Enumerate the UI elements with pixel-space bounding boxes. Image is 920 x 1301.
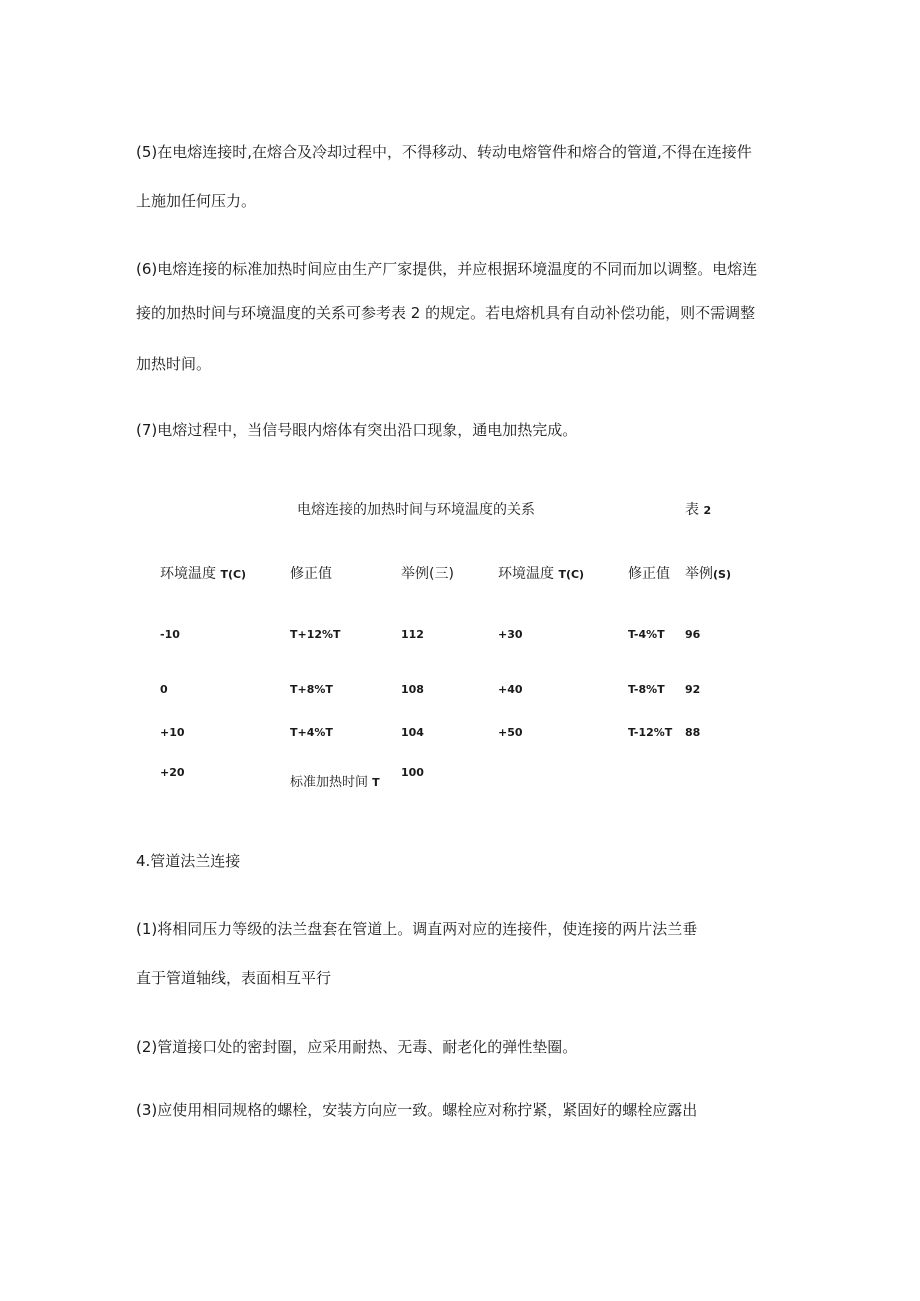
paragraph-5-line-2: 上施加任何压力。 [136, 192, 257, 210]
header-ambient-temp-2-label: 环境温度 [498, 566, 554, 582]
header-ambient-temp-2-unit: T(C) [558, 568, 585, 581]
section-4-item-2-line-1: (2)管道接口处的密封圈，应采用耐热、无毒、耐老化的弹性垫圈。 [136, 1038, 578, 1056]
header-ambient-temp-label: 环境温度 [160, 566, 216, 582]
header-correction: 修正值 [290, 566, 332, 582]
table-number-value: 2 [703, 504, 712, 517]
section-4-title: 4.管道法兰连接 [136, 852, 241, 870]
table-cell-example-2: 92 [685, 683, 701, 696]
header-example-2-unit: (S) [713, 568, 731, 581]
table-cell-temp: 0 [160, 683, 168, 696]
section-4-item-1-line-2: 直于管道轴线，表面相互平行 [136, 969, 332, 987]
table-cell-example: 112 [401, 628, 424, 641]
header-example-2-label: 举例 [685, 566, 713, 582]
section-4-item-1-line-1: (1)将相同压力等级的法兰盘套在管道上。调直两对应的连接件，使连接的两片法兰垂 [136, 920, 698, 938]
table-cell-correction-2: T-12%T [628, 726, 673, 739]
table-cell-temp-2: +50 [498, 726, 523, 739]
header-ambient-temp [160, 564, 246, 585]
paragraph-6-line-1: (6)电熔连接的标准加热时间应由生产厂家提供，并应根据环境温度的不同而加以调整。电熔连 [136, 260, 758, 278]
paragraph-7-line-1: (7)电熔过程中，当信号眼内熔体有突出沿口现象，通电加热完成。 [136, 421, 578, 439]
table-cell-correction: T+4%T [290, 726, 333, 739]
table-cell-correction: T+8%T [290, 683, 333, 696]
table-cell-example-2: 96 [685, 628, 701, 641]
header-example: 举例(三) [401, 566, 454, 582]
header-ambient-temp-unit: T(C) [220, 568, 247, 581]
table-cell-temp-2: +40 [498, 683, 523, 696]
paragraph-5-line-1: (5)在电熔连接时,在熔合及冷却过程中，不得移动、转动电熔管件和熔合的管道,不得在连接件 [136, 143, 752, 161]
table-number [685, 500, 711, 521]
header-correction-2: 修正值 [628, 566, 670, 582]
section-4-item-3-line-1: (3)应使用相同规格的螺栓，安装方向应一致。螺栓应对称拧紧，紧固好的螺栓应露出 [136, 1101, 698, 1119]
table-cell-standard-time [290, 775, 380, 791]
table-cell-temp: -10 [160, 628, 180, 641]
paragraph-6-line-3: 加热时间。 [136, 355, 212, 373]
table-cell-example-2: 88 [685, 726, 701, 739]
table-cell-temp: +20 [160, 766, 185, 779]
header-example-2 [685, 564, 731, 585]
table-cell-correction: T+12%T [290, 628, 341, 641]
table-cell-example: 100 [401, 766, 424, 779]
header-ambient-temp-2 [498, 564, 584, 585]
table-caption: 电熔连接的加热时间与环境温度的关系 [297, 502, 535, 518]
table-cell-standard-time-label: 标准加热时间 [290, 775, 369, 790]
table-cell-correction-2: T-8%T [628, 683, 665, 696]
paragraph-6-line-2: 接的加热时间与环境温度的关系可参考表 2 的规定。若电熔机具有自动补偿功能，则不需调整 [136, 304, 756, 322]
table-number-label: 表 [685, 502, 699, 518]
table-cell-example: 108 [401, 683, 424, 696]
table-cell-standard-time-unit: T [372, 776, 380, 789]
table-cell-temp: +10 [160, 726, 185, 739]
table-cell-example: 104 [401, 726, 424, 739]
table-cell-correction-2: T-4%T [628, 628, 665, 641]
table-cell-temp-2: +30 [498, 628, 523, 641]
